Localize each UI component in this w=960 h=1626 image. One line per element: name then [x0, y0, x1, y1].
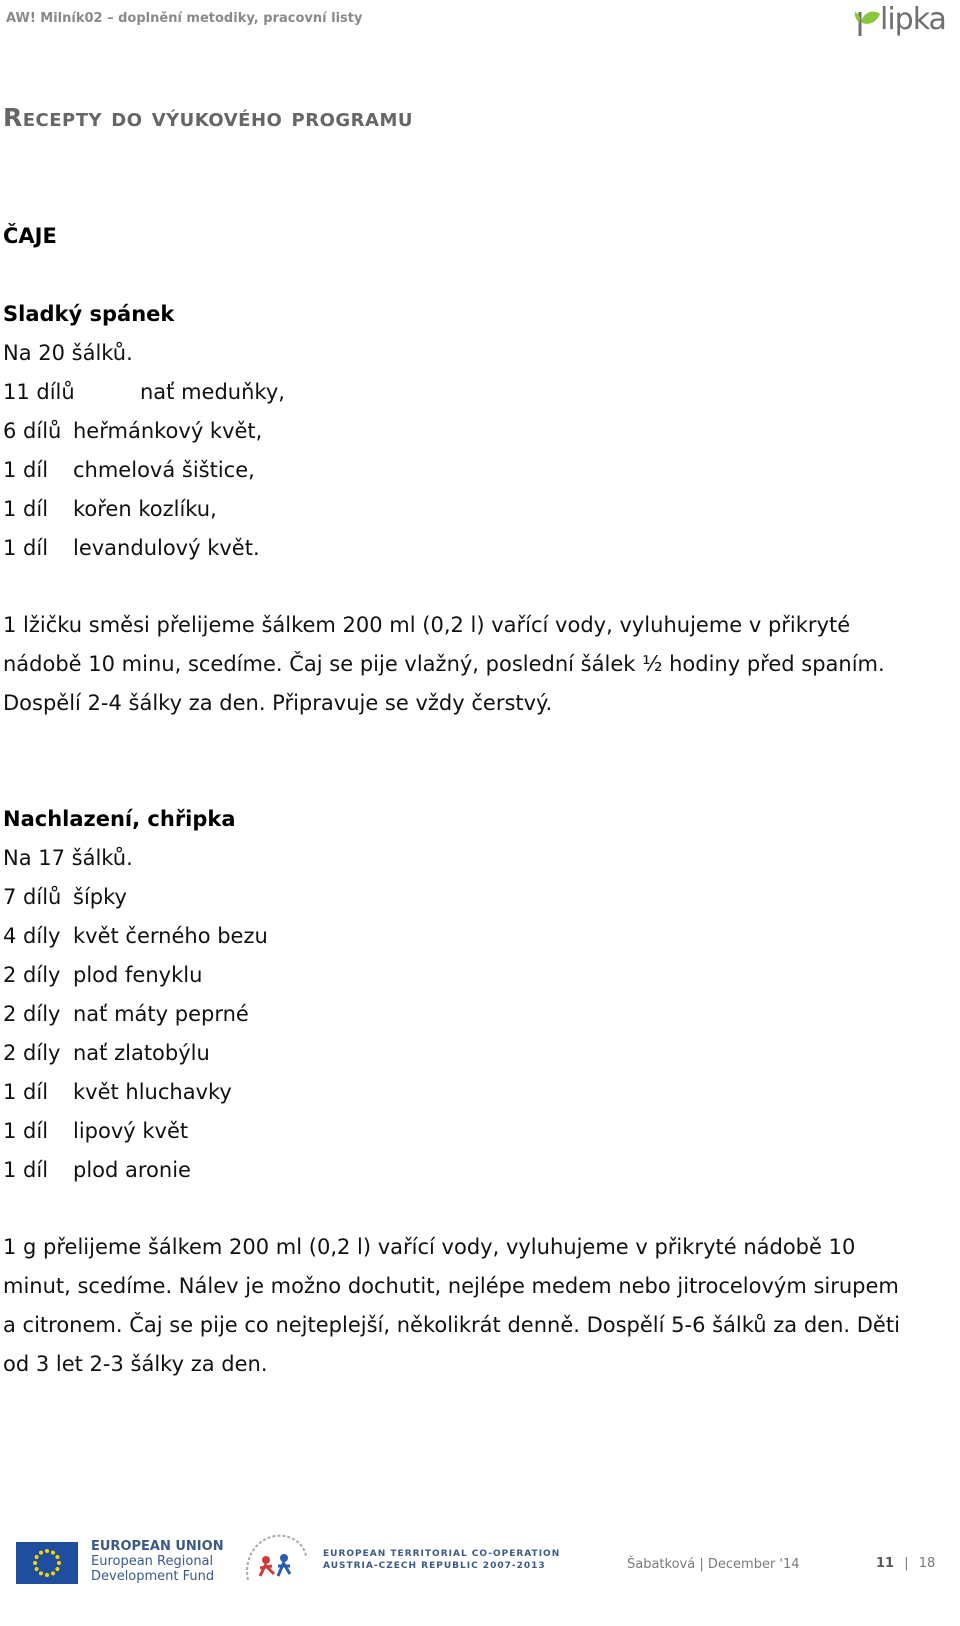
footer-date: December '14	[707, 1557, 800, 1572]
ingredient-row	[3, 458, 255, 482]
ingredient-row	[3, 497, 217, 521]
page-footer	[0, 1528, 960, 1626]
section-title: Recepty do výukového programu	[3, 103, 413, 132]
ingredient-item: levandulový květ.	[73, 536, 260, 560]
leaf-icon	[854, 6, 882, 40]
ingredient-amount: 1 díl	[3, 458, 49, 482]
ingredient-row	[3, 1119, 188, 1143]
instruction-line: minut, scedíme. Nálev je možno dochutit, nejlépe medem nebo jitrocelovým sirupem	[3, 1274, 899, 1298]
cooperation-logo-icon	[240, 1530, 310, 1590]
ingredient-amount: 11 dílů	[3, 380, 75, 404]
page-total: 18	[918, 1556, 936, 1571]
ingredient-item: květ hluchavky	[73, 1080, 232, 1104]
recipe-title: Nachlazení, chřipka	[3, 807, 236, 831]
instruction-line: 1 g přelijeme šálkem 200 ml (0,2 l) vařící vody, vyluhujeme v přikryté nádobě 10	[3, 1235, 856, 1259]
page-number	[876, 1556, 935, 1571]
ingredient-item: šípky	[73, 885, 127, 909]
ingredient-item: heřmánkový květ,	[73, 419, 263, 443]
ingredient-row	[3, 924, 268, 948]
ingredient-item: plod fenyklu	[73, 963, 203, 987]
ingredient-row	[3, 536, 260, 560]
recipe-title: Sladký spánek	[3, 302, 175, 326]
ingredient-amount: 2 díly	[3, 963, 61, 987]
logo-wordmark: lipka	[880, 2, 946, 37]
ingredient-row	[3, 1158, 191, 1182]
instruction-line: od 3 let 2-3 šálky za den.	[3, 1352, 268, 1376]
ingredient-item: lipový květ	[73, 1119, 189, 1143]
instruction-line: a citronem. Čaj se pije co nejteplejší, několikrát denně. Dospělí 5-6 šálků za den. Děti	[3, 1313, 900, 1337]
recipe-portions: Na 20 šálků.	[3, 341, 133, 365]
category-heading: ČAJE	[3, 224, 57, 248]
footer-separator: |	[699, 1557, 704, 1572]
ingredient-amount: 1 díl	[3, 536, 49, 560]
eu-fund-label	[91, 1539, 224, 1584]
instruction-line: nádobě 10 minu, scedíme. Čaj se pije vlažný, poslední šálek ½ hodiny před spaním.	[3, 652, 885, 676]
eu-line: EUROPEAN UNION	[91, 1539, 224, 1554]
footer-author-date	[627, 1557, 800, 1572]
document-header-title: AW! Milník02 – doplnění metodiky, pracovní listy	[6, 11, 363, 26]
eu-line: Development Fund	[91, 1569, 215, 1584]
ingredient-item: květ černého bezu	[73, 924, 268, 948]
ingredient-item: nať zlatobýlu	[73, 1041, 210, 1065]
ingredient-row	[3, 1041, 210, 1065]
ingredient-amount: 1 díl	[3, 497, 49, 521]
eu-line: European Regional	[91, 1554, 214, 1569]
ingredient-row	[3, 1080, 232, 1104]
ingredient-row	[3, 1002, 249, 1026]
ingredient-row	[3, 963, 202, 987]
lipka-logo	[854, 4, 958, 44]
etc-line: EUROPEAN TERRITORIAL CO-OPERATION	[323, 1549, 561, 1559]
ingredient-amount: 4 díly	[3, 924, 61, 948]
page-separator: |	[904, 1556, 909, 1571]
eu-flag-icon	[16, 1542, 78, 1584]
ingredient-amount: 1 díl	[3, 1158, 49, 1182]
ingredient-row	[3, 885, 127, 909]
ingredient-amount: 1 díl	[3, 1080, 49, 1104]
ingredient-amount: 2 díly	[3, 1041, 61, 1065]
etc-program-label	[323, 1548, 560, 1572]
ingredient-amount: 2 díly	[3, 1002, 61, 1026]
ingredient-row	[3, 419, 262, 443]
ingredient-amount: 7 dílů	[3, 885, 62, 909]
footer-author: Šabatková	[627, 1557, 696, 1572]
ingredient-item: nať meduňky,	[140, 380, 285, 404]
ingredient-item: nať máty peprné	[73, 1002, 249, 1026]
ingredient-item: kořen kozlíku,	[73, 497, 217, 521]
recipe-portions: Na 17 šálků.	[3, 846, 133, 870]
ingredient-row	[3, 380, 285, 404]
ingredient-item: plod aronie	[73, 1158, 191, 1182]
ingredient-amount: 6 dílů	[3, 419, 62, 443]
ingredient-item: chmelová šištice,	[73, 458, 255, 482]
instruction-line: Dospělí 2-4 šálky za den. Připravuje se vždy čerstvý.	[3, 691, 553, 715]
ingredient-amount: 1 díl	[3, 1119, 49, 1143]
instruction-line: 1 lžičku směsi přelijeme šálkem 200 ml (0,2 l) vařící vody, vyluhujeme v přikryté	[3, 613, 851, 637]
eu-stars-icon	[16, 1542, 78, 1584]
page-current: 11	[876, 1556, 895, 1571]
etc-line: AUSTRIA-CZECH REPUBLIC 2007-2013	[323, 1561, 546, 1571]
